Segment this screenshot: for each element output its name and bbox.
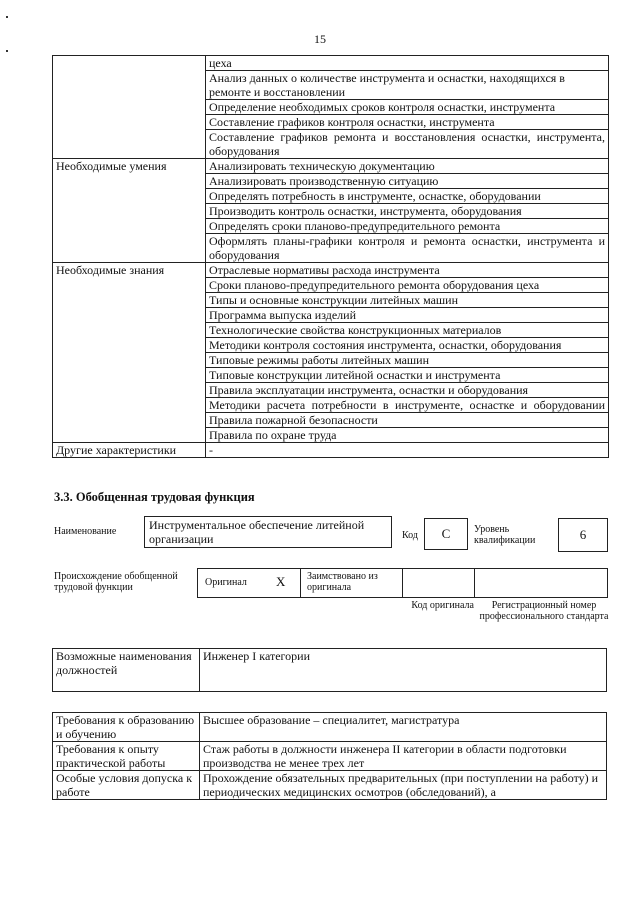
- table-row: [53, 742, 607, 771]
- reg-number-label: Регистрационный номер профессионального стандарта: [479, 600, 609, 622]
- borrowed-label: Заимствовано из оригинала: [307, 571, 378, 593]
- row-label: Необходимые знания: [53, 263, 206, 443]
- list-item: Определять сроки планово-предупредительного ремонта: [206, 219, 609, 234]
- list-item: Анализ данных о количестве инструмента и оснастки, находящихся в ремонте и восстановлении: [206, 71, 609, 100]
- row-label: Необходимые умения: [53, 159, 206, 263]
- scan-mark: [6, 50, 8, 52]
- table-row: [53, 159, 609, 174]
- list-item: Сроки планово-предупредительного ремонта оборудования цеха: [206, 278, 609, 293]
- list-item: Производить контроль оснастки, инструмента, оборудования: [206, 204, 609, 219]
- original-mark: X: [276, 574, 286, 589]
- list-item: Составление графиков ремонта и восстановления оснастки, инструмента, оборудования: [206, 130, 609, 159]
- list-item: Анализировать техническую документацию: [206, 159, 609, 174]
- list-item: Типы и основные конструкции литейных машин: [206, 293, 609, 308]
- origin-divider: [402, 568, 403, 598]
- list-item: Типовые конструкции литейной оснастки и инструмента: [206, 368, 609, 383]
- requirement-value: Высшее образование – специалитет, магистратура: [200, 713, 607, 742]
- requirement-label: Требования к образованию и обучению: [53, 713, 200, 742]
- list-item: -: [206, 443, 609, 458]
- list-item: Программа выпуска изделий: [206, 308, 609, 323]
- name-box: [144, 516, 392, 548]
- requirement-value: Стаж работы в должности инженера II категории в области подготовки производства не менее трех лет: [200, 742, 607, 771]
- original-label: Оригинал: [205, 577, 247, 588]
- scan-mark: [6, 16, 8, 18]
- code-label: Код: [402, 530, 418, 541]
- code-box: [424, 518, 468, 550]
- list-item: Отраслевые нормативы расхода инструмента: [206, 263, 609, 278]
- name-value: Инструментальное обеспечение литейной организации: [149, 518, 365, 546]
- list-item: цеха: [206, 56, 609, 71]
- origin-divider: [300, 568, 301, 598]
- list-item: Составление графиков контроля оснастки, инструмента: [206, 115, 609, 130]
- list-item: Методики расчета потребности в инструменте, оснастке и оборудовании: [206, 398, 609, 413]
- table-row: [53, 263, 609, 278]
- name-label: Наименование: [54, 526, 117, 537]
- list-item: Правила пожарной безопасности: [206, 413, 609, 428]
- origin-divider: [474, 568, 475, 598]
- positions-table: [52, 648, 607, 692]
- list-item: Определять потребность в инструменте, оснастке, оборудовании: [206, 189, 609, 204]
- list-item: Типовые режимы работы литейных машин: [206, 353, 609, 368]
- list-item: Технологические свойства конструкционных материалов: [206, 323, 609, 338]
- requirement-label: Требования к опыту практической работы: [53, 742, 200, 771]
- list-item: Анализировать производственную ситуацию: [206, 174, 609, 189]
- table-row: [53, 443, 609, 458]
- level-label: Уровень квалификации: [474, 524, 536, 546]
- origin-label: Происхождение обобщенной трудовой функции: [54, 571, 178, 593]
- requirement-label: Особые условия допуска к работе: [53, 771, 200, 800]
- table-row: [53, 649, 607, 692]
- requirements-table: [52, 712, 607, 800]
- requirement-value: Прохождение обязательных предварительных (при поступлении на работу) и периодических медицинских осмотров (обследований), а: [200, 771, 607, 800]
- row-label: [53, 56, 206, 159]
- section-heading: 3.3. Обобщенная трудовая функция: [54, 490, 255, 504]
- code-value: C: [441, 526, 451, 541]
- table-row: [53, 713, 607, 742]
- list-item: Правила эксплуатации инструмента, оснастки и оборудования: [206, 383, 609, 398]
- list-item: Определение необходимых сроков контроля оснастки, инструмента: [206, 100, 609, 115]
- code-original-label: Код оригинала: [411, 600, 474, 611]
- table-row: [53, 56, 609, 71]
- list-item: Методики контроля состояния инструмента, оснастки, оборудования: [206, 338, 609, 353]
- table-row: [53, 771, 607, 800]
- positions-value: Инженер I категории: [200, 649, 607, 692]
- list-item: Оформлять планы-графики контроля и ремонта оснастки, инструмента и оборудования: [206, 234, 609, 263]
- page-number: 15: [314, 32, 326, 46]
- positions-label: Возможные наименования должностей: [53, 649, 200, 692]
- competencies-table: [52, 55, 609, 458]
- level-box: [558, 518, 608, 552]
- level-value: 6: [579, 527, 587, 542]
- list-item: Правила по охране труда: [206, 428, 609, 443]
- row-label: Другие характеристики: [53, 443, 206, 458]
